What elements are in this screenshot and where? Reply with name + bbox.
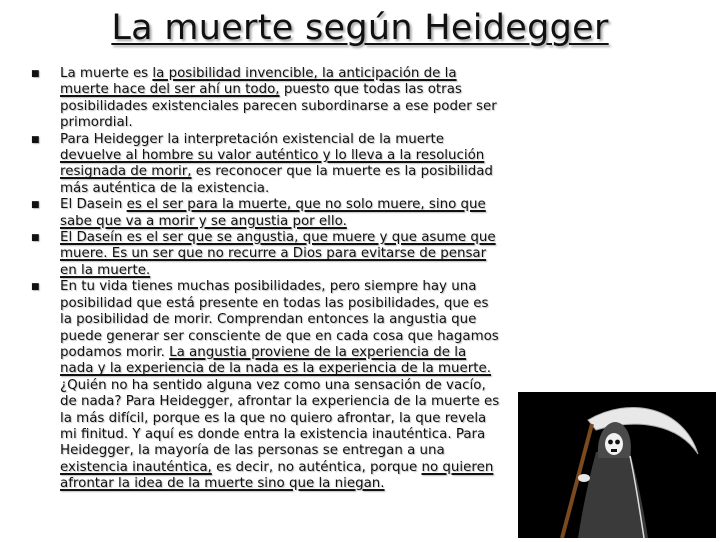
underlined-text: La angustia proviene de la experiencia de la nada y la experiencia de la nada es la experiencia de la muerte.	[60, 344, 492, 377]
bullet-text: El Dasein	[60, 197, 127, 213]
square-bullet-icon: ■	[31, 134, 40, 145]
bullet-text: puesto que todas las otras posibilidades existenciales parecen subordinarse a ese poder ser primordial.	[60, 82, 497, 131]
grim-reaper-image	[518, 392, 716, 538]
underlined-text: la posibilidad invencible, la anticipación de la muerte hace del ser ahí un todo,	[60, 66, 457, 98]
underlined-text: El Daseín es el ser que se angustia, que muere y que asume que muere. Es un ser que no recurre a Dios para evitarse de pensar en la muerte.	[60, 230, 496, 278]
underlined-text: existencia inauténtica,	[60, 459, 212, 475]
square-bullet-icon: ■	[31, 200, 40, 211]
bullet-text: ¿Quién no ha sentido alguna vez como una sensación de vacío, de nada? Para Heidegger, afrontar la experiencia de la muerte es la más difícil, porque es la que no quiero afrontar, la que revela mi finitud. Y aquí es donde entra la existencia inauténtica. Para Heidegger, la mayoría de las personas se entregan a una	[60, 377, 500, 459]
square-bullet-icon: ■	[31, 282, 40, 293]
bullet-text: Para Heidegger la interpretación existencial de la muerte	[60, 131, 445, 147]
square-bullet-icon: ■	[31, 233, 40, 244]
bullet-text: La muerte es	[60, 66, 153, 81]
underlined-text: no quieren afrontar la idea de la muerte sino que la niegan.	[60, 459, 494, 492]
slide-title: La muerte según Heidegger	[111, 8, 609, 48]
bullet-item	[30, 279, 500, 492]
bullet-text: es reconocer que la muerte es la posibilidad más auténtica de la existencia.	[60, 164, 493, 196]
bullet-list	[30, 66, 500, 493]
square-bullet-icon: ■	[31, 69, 40, 79]
bullet-item	[30, 197, 500, 230]
bullet-text: En tu vida tienes muchas posibilidades, pero siempre hay una posibilidad que está presente en todas las posibilidades, que es la posibilidad de morir. Comprendan entonces la angustia que puede generar ser consciente de que en cada cosa que hagamos podamos morir.	[60, 279, 499, 360]
bullet-text: es decir, no auténtica, porque	[211, 459, 422, 475]
underlined-text: devuelve al hombre su valor auténtico y lo lleva a la resolución resignada de morir,	[60, 148, 485, 180]
grim-reaper-illustration	[518, 392, 716, 538]
underlined-text: es el ser para la muerte, que no solo muere, sino que sabe que va a morir y se angustia por ello.	[60, 197, 486, 229]
bullet-item	[30, 132, 500, 198]
bullet-item	[30, 66, 500, 132]
bullet-item	[30, 230, 500, 279]
